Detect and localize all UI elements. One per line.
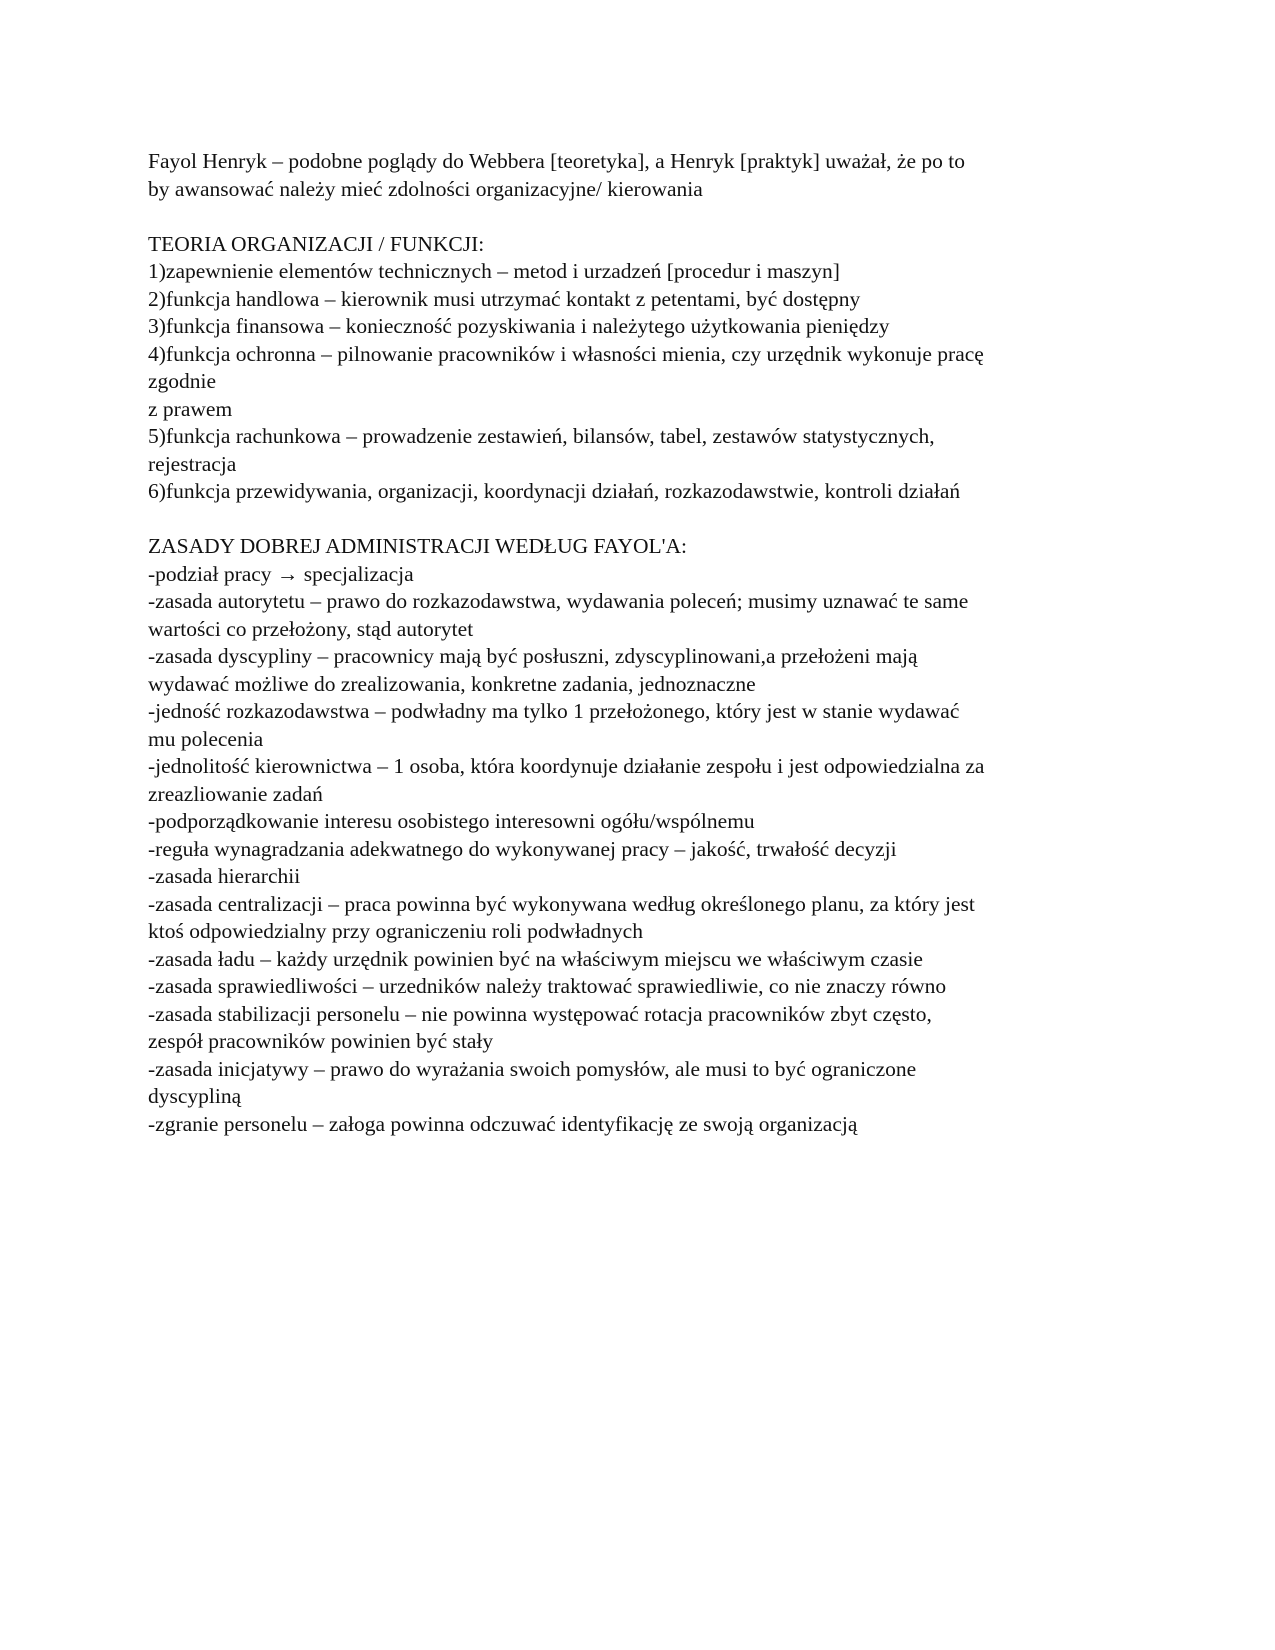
principle-line: wartości co przełożony, stąd autorytet <box>148 616 474 641</box>
principle-line: wydawać możliwe do zrealizowania, konkretne zadania, jednoznaczne <box>148 671 756 696</box>
theory-line: 6)funkcja przewidywania, organizacji, koordynacji działań, rozkazodawstwie, kontroli działań <box>148 479 961 503</box>
paragraph-gap <box>148 506 1138 534</box>
principle-line: -jedność rozkazodawstwa – podwładny ma tylko 1 przełożonego, który jest w stanie wydawać <box>148 699 960 723</box>
principle-line: ktoś odpowiedzialny przy ograniczeniu roli podwładnych <box>148 919 643 943</box>
theory-line: 2)funkcja handlowa – kierownik musi utrzymać kontakt z petentami, być dostępny <box>148 286 861 311</box>
principle-line: -zasada autorytetu – prawo do rozkazodawstwa, wydawania poleceń; musimy uznawać te same <box>148 589 969 613</box>
theory-line: 3)funkcja finansowa – konieczność pozyskiwania i należytego użytkowania pieniędzy <box>148 314 890 338</box>
paragraph-gap <box>148 203 1138 231</box>
document-body <box>148 148 1138 1138</box>
principle-line: -zasada hierarchii <box>148 864 301 888</box>
principle-line: -podział pracy → specjalizacja <box>148 561 414 586</box>
principle-line: -zasada centralizacji – praca powinna być wykonywana według określonego planu, za który jest <box>148 891 975 916</box>
principles-section <box>148 533 1138 1138</box>
section-heading: ZASADY DOBREJ ADMINISTRACJI WEDŁUG FAYOL'A: <box>148 534 688 558</box>
principle-line: -zasada sprawiedliwości – urzedników należy traktować sprawiedliwie, co nie znaczy równo <box>148 974 947 998</box>
theory-line: 5)funkcja rachunkowa – prowadzenie zestawień, bilansów, tabel, zestawów statystycznych, <box>148 424 935 448</box>
theory-line: zgodnie <box>148 369 217 393</box>
principle-line: -jednolitość kierownictwa – 1 osoba, która koordynuje działanie zespołu i jest odpowiedzialna za <box>148 754 985 778</box>
intro-line: by awansować należy mieć zdolności organizacyjne/ kierowania <box>148 176 703 201</box>
principle-line: -zasada ładu – każdy urzędnik powinien być na właściwym miejscu we właściwym czasie <box>148 946 923 971</box>
principle-line: -podporządkowanie interesu osobistego interesowni ogółu/wspólnemu <box>148 809 755 833</box>
theory-line: 1)zapewnienie elementów technicznych – metod i urzadzeń [procedur i maszyn] <box>148 259 840 283</box>
principle-line: zespół pracowników powinien być stały <box>148 1029 494 1053</box>
theory-line: 4)funkcja ochronna – pilnowanie pracowników i własności mienia, czy urzędnik wykonuje pracę <box>148 341 984 366</box>
theory-line: rejestracja <box>148 451 237 476</box>
principle-line: dyscypliną <box>148 1084 242 1108</box>
principle-line: -zasada inicjatywy – prawo do wyrażania swoich pomysłów, ale musi to być ograniczone <box>148 1056 917 1081</box>
principle-line: mu polecenia <box>148 726 264 751</box>
intro-line: Fayol Henryk – podobne poglądy do Webbera [teoretyka], a Henryk [praktyk] uważał, że po to <box>148 149 965 173</box>
principle-line: zreazliowanie zadań <box>148 781 323 806</box>
principle-line: -zasada stabilizacji personelu – nie powinna występować rotacja pracowników zbyt często, <box>148 1001 932 1026</box>
theory-line: z prawem <box>148 396 233 421</box>
principle-line: -zasada dyscypliny – pracownicy mają być posłuszni, zdyscyplinowani,a przełożeni mają <box>148 644 918 668</box>
principle-line: -reguła wynagradzania adekwatnego do wykonywanej pracy – jakość, trwałość decyzji <box>148 836 897 861</box>
section-heading: TEORIA ORGANIZACJI / FUNKCJI: <box>148 231 485 256</box>
intro-paragraph <box>148 148 1138 203</box>
theory-section <box>148 231 1138 506</box>
principle-line: -zgranie personelu – załoga powinna odczuwać identyfikację ze swoją organizacją <box>148 1111 858 1136</box>
